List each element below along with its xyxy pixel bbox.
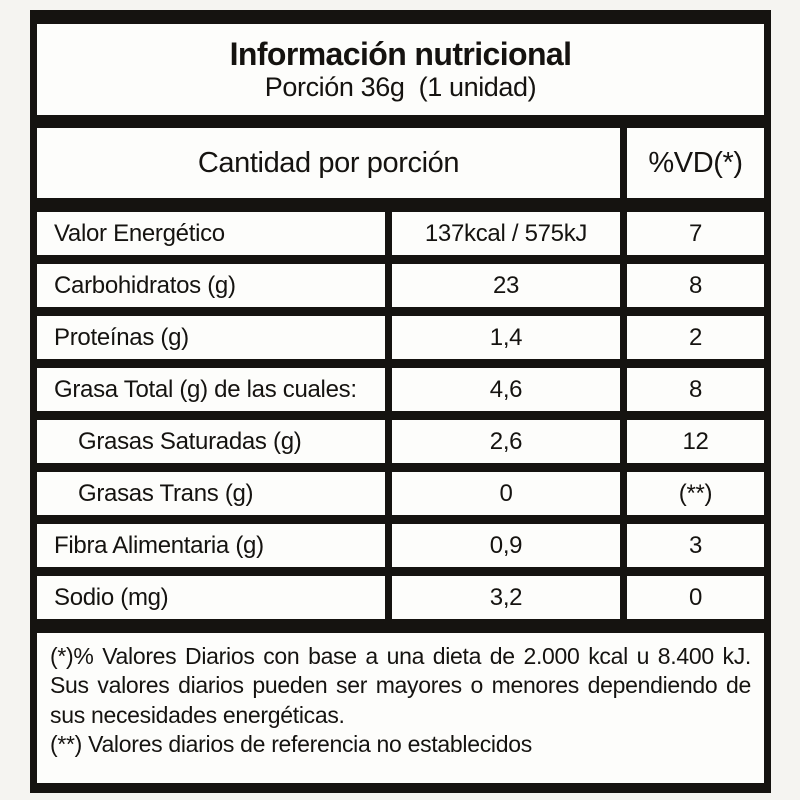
footnotes-section — [37, 633, 764, 783]
nutrient-dv-sodium: 0 — [627, 576, 764, 619]
nutrient-amount-trans-fat: 0 — [392, 472, 620, 515]
nutrient-table — [37, 212, 764, 619]
label-header — [37, 24, 764, 115]
nutrient-name-fiber: Fibra Alimentaria (g) — [37, 524, 385, 567]
nutrient-amount-total-fat: 4,6 — [392, 368, 620, 411]
nutrient-name-total-fat: Grasa Total (g) de las cuales: — [37, 368, 385, 411]
nutrient-dv-trans-fat: (**) — [627, 472, 764, 515]
nutrient-dv-total-fat: 8 — [627, 368, 764, 411]
nutrient-name-carbohydrates: Carbohidratos (g) — [37, 264, 385, 307]
nutrient-dv-energy: 7 — [627, 212, 764, 255]
nutrient-name-protein: Proteínas (g) — [37, 316, 385, 359]
nutrient-dv-carbohydrates: 8 — [627, 264, 764, 307]
amount-per-serving-header: Cantidad por porción — [37, 128, 620, 198]
nutrient-dv-protein: 2 — [627, 316, 764, 359]
label-title: Información nutricional — [229, 36, 572, 73]
percent-daily-value-header: %VD(*) — [627, 128, 764, 198]
nutrient-name-energy: Valor Energético — [37, 212, 385, 255]
table-header-row — [37, 128, 764, 198]
nutrient-amount-saturated-fat: 2,6 — [392, 420, 620, 463]
nutrient-amount-energy: 137kcal / 575kJ — [392, 212, 620, 255]
nutrient-name-sodium: Sodio (mg) — [37, 576, 385, 619]
daily-values-footnote: (*)% Valores Diarios con base a una dieta de 2.000 kcal u 8.400 kJ. Sus valores diarios pueden ser mayores o menores dependiendo de sus necesidades energéticas. — [50, 643, 751, 728]
nutrient-dv-fiber: 3 — [627, 524, 764, 567]
nutrient-amount-fiber: 0,9 — [392, 524, 620, 567]
serving-size: Porción 36g (1 unidad) — [264, 71, 537, 102]
nutrient-amount-protein: 1,4 — [392, 316, 620, 359]
nutrient-name-trans-fat: Grasas Trans (g) — [37, 472, 385, 515]
reference-footnote: (**) Valores diarios de referencia no establecidos — [50, 731, 532, 758]
nutrient-dv-saturated-fat: 12 — [627, 420, 764, 463]
nutrient-amount-sodium: 3,2 — [392, 576, 620, 619]
nutrition-label — [30, 10, 771, 793]
nutrient-name-saturated-fat: Grasas Saturadas (g) — [37, 420, 385, 463]
nutrient-amount-carbohydrates: 23 — [392, 264, 620, 307]
